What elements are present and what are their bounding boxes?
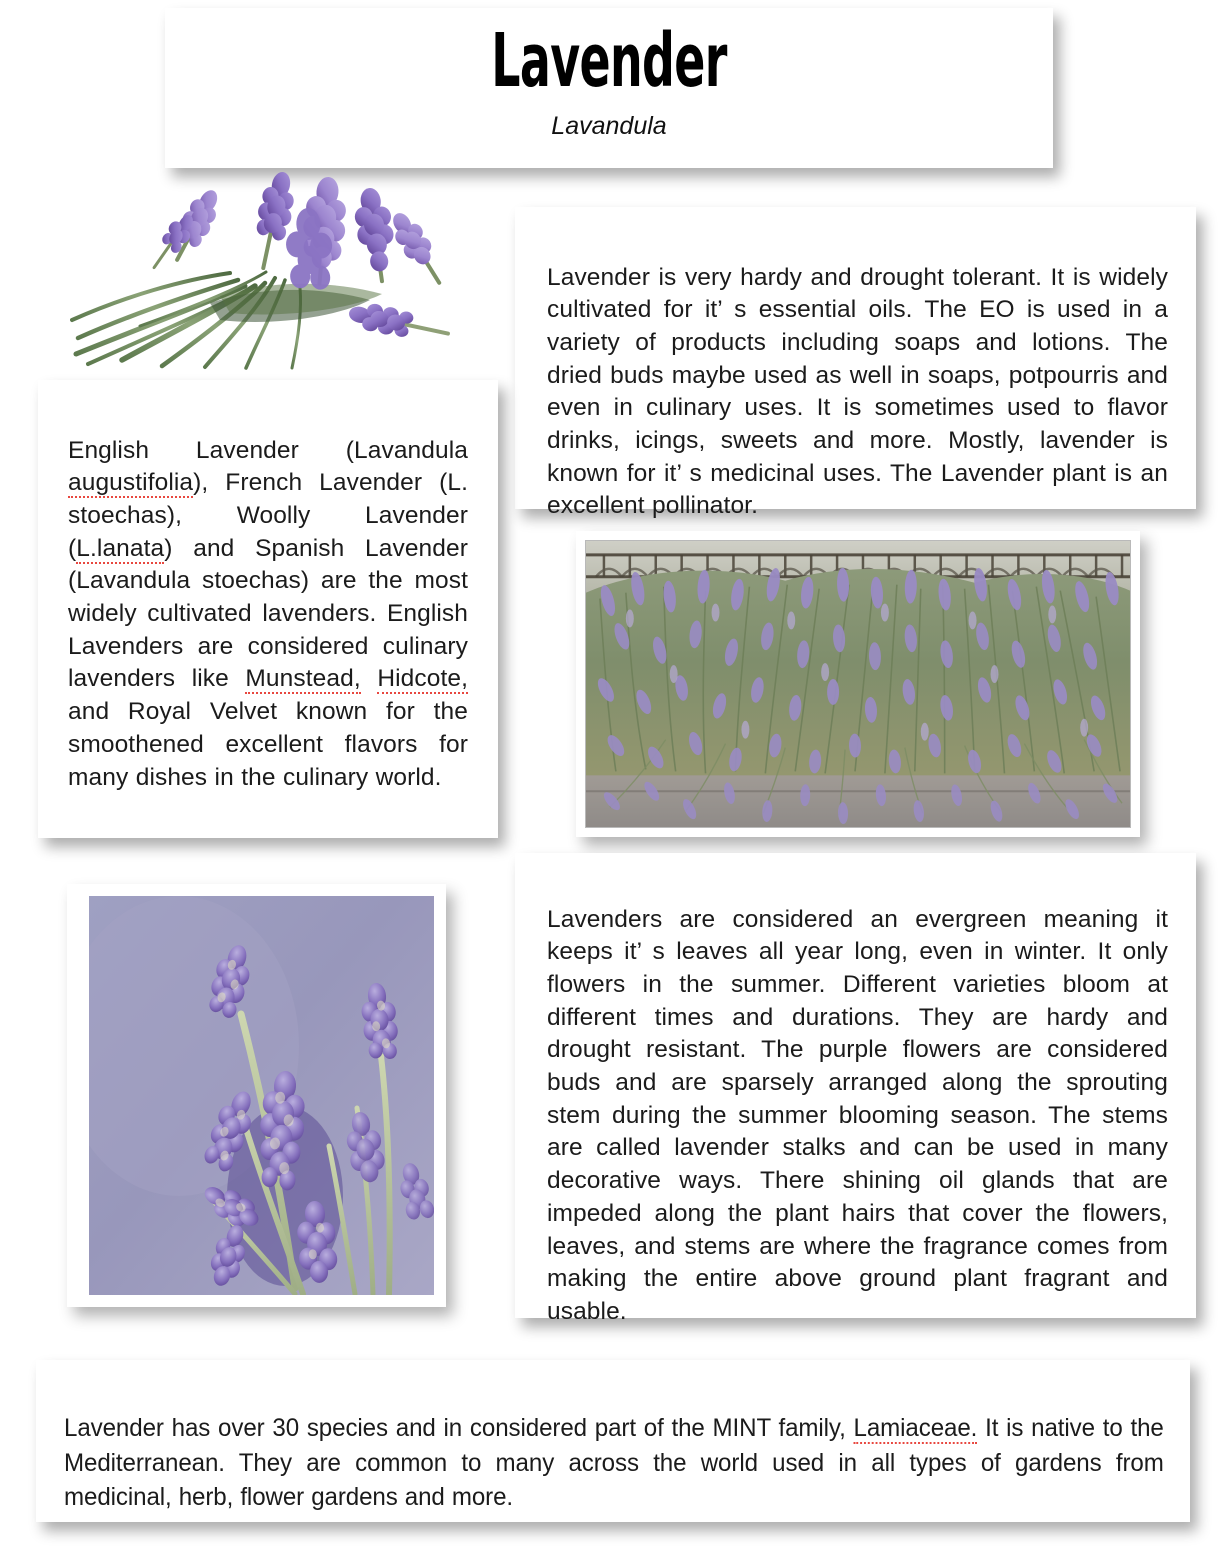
intro-paragraph: Lavender is very hardy and drought tolerant. It is widely cultivated for it’ s essential oils. The EO is used in a variety of products including soaps and lotions. The dried buds maybe used as well in soaps, potpourris and even in culinary uses. It is sometimes used to flavor drinks, icings, sweets and more. Mostly, lavender is known for it’ s medicinal uses. The Lavender plant is an excellent pollinator.: [547, 263, 1168, 520]
family-text-1: Lavender has over 30 species and in considered part of the MINT family,: [64, 1414, 854, 1442]
garden-photo-artwork: [586, 541, 1130, 827]
family-text-card: [36, 1360, 1190, 1522]
varieties-text-4: [361, 665, 378, 692]
family-paragraph: [64, 1411, 1164, 1515]
bouquet-artwork: [70, 168, 470, 373]
evergreen-text-card: [515, 853, 1196, 1325]
family-text-2: It is native to the Mediterranean. They are common to many across the world used in all types of gardens from medicinal, herb, flower gardens and more.: [64, 1414, 1164, 1511]
misspelled-word-augustifolia: augustifolia: [68, 469, 194, 497]
varieties-text-3: ) and Spanish Lavender (Lavandula stoechas) are the most widely cultivated lavenders. English Lavenders are considered culinary lavenders like: [68, 534, 468, 693]
misspelled-word-lamiaceae: Lamiaceae.: [853, 1414, 978, 1442]
closeup-photo-card: [67, 884, 446, 1307]
page-subtitle: Lavandula: [551, 112, 667, 140]
misspelled-word-hidcote: Hidcote,: [377, 665, 468, 693]
misspelled-word-munstead: Munstead,: [245, 665, 361, 693]
closeup-photo-frame: [89, 896, 434, 1295]
varieties-text-2: ), French Lavender (L. stoechas), Woolly Lavender (: [68, 469, 468, 562]
varieties-paragraph: [68, 435, 468, 795]
varieties-text-5: and Royal Velvet known for the smoothened excellent flavors for many dishes in the culinary world.: [68, 698, 468, 791]
varieties-text-card: [38, 380, 498, 838]
garden-photo-frame: [585, 540, 1131, 828]
title-card: [165, 8, 1053, 168]
garden-photo-card: [576, 531, 1140, 837]
intro-text-card: [515, 207, 1196, 520]
evergreen-paragraph: Lavenders are considered an evergreen meaning it keeps it’ s leaves all year long, even in winter. It only flowers in the summer. Different varieties bloom at different times and durations. They are hardy and drought resistant. The purple flowers are considered buds and are sparsely arranged along the sprouting stem during the summer blooming season. The stems are called lavender stalks and can be used in many decorative ways. There shining oil glands that are impeded along the plant hairs that cover the flowers, leaves, and stems are where the fragrance comes from making the entire above ground plant fragrant and usable.: [547, 905, 1168, 1325]
misspelled-word-l-lanata: L.lanata: [76, 534, 165, 562]
closeup-photo-artwork: [89, 896, 434, 1295]
lavender-bouquet-image: [70, 168, 470, 373]
page-title: Lavender: [491, 18, 727, 104]
varieties-text-1: English Lavender (Lavandula: [68, 436, 468, 464]
